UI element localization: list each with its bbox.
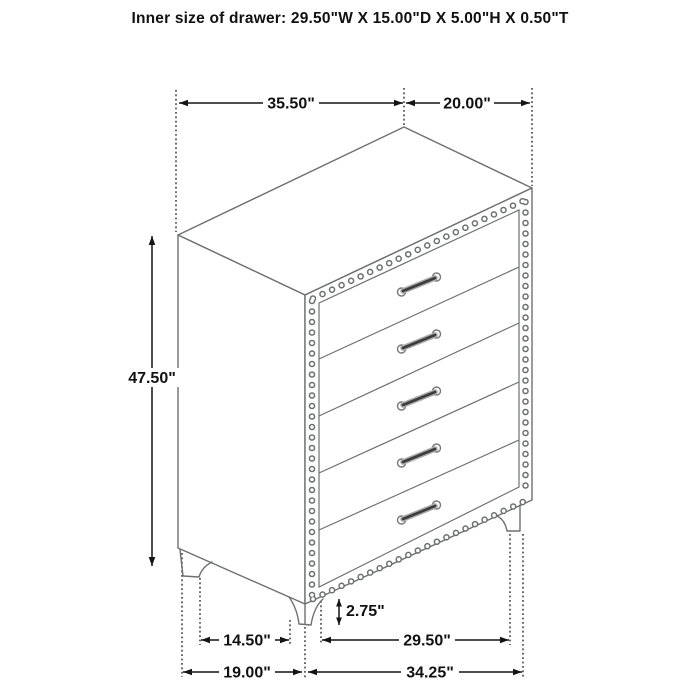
arrowhead bbox=[336, 599, 342, 607]
label-overall-height: 47.50" bbox=[128, 370, 176, 387]
arrowhead bbox=[322, 637, 331, 644]
arrowhead bbox=[149, 236, 156, 245]
side-face bbox=[178, 235, 305, 604]
arrowhead bbox=[293, 669, 302, 676]
label-base-width: 34.25" bbox=[406, 664, 454, 682]
arrowhead bbox=[513, 669, 522, 676]
label-leg-height: 2.75" bbox=[346, 603, 385, 620]
arrowhead bbox=[394, 100, 403, 107]
arrowhead bbox=[179, 100, 188, 107]
label-leg-span: 29.50" bbox=[403, 632, 451, 650]
arrowhead bbox=[201, 637, 210, 644]
arrowhead bbox=[336, 618, 342, 626]
label-top-depth: 20.00" bbox=[443, 95, 491, 113]
chest-body bbox=[178, 127, 532, 625]
arrowhead bbox=[280, 637, 289, 644]
arrowhead bbox=[406, 100, 415, 107]
arrowhead bbox=[183, 669, 192, 676]
arrowhead bbox=[500, 637, 509, 644]
diagram-title: Inner size of drawer: 29.50"W X 15.00"D X 5.00"H X 0.50"T bbox=[131, 10, 569, 27]
arrowhead bbox=[149, 557, 156, 566]
label-top-width: 35.50" bbox=[267, 95, 315, 113]
label-base-depth: 19.00" bbox=[223, 664, 271, 682]
arrowhead bbox=[308, 669, 317, 676]
arrowhead bbox=[521, 100, 530, 107]
label-inset-side: 14.50" bbox=[223, 632, 271, 650]
